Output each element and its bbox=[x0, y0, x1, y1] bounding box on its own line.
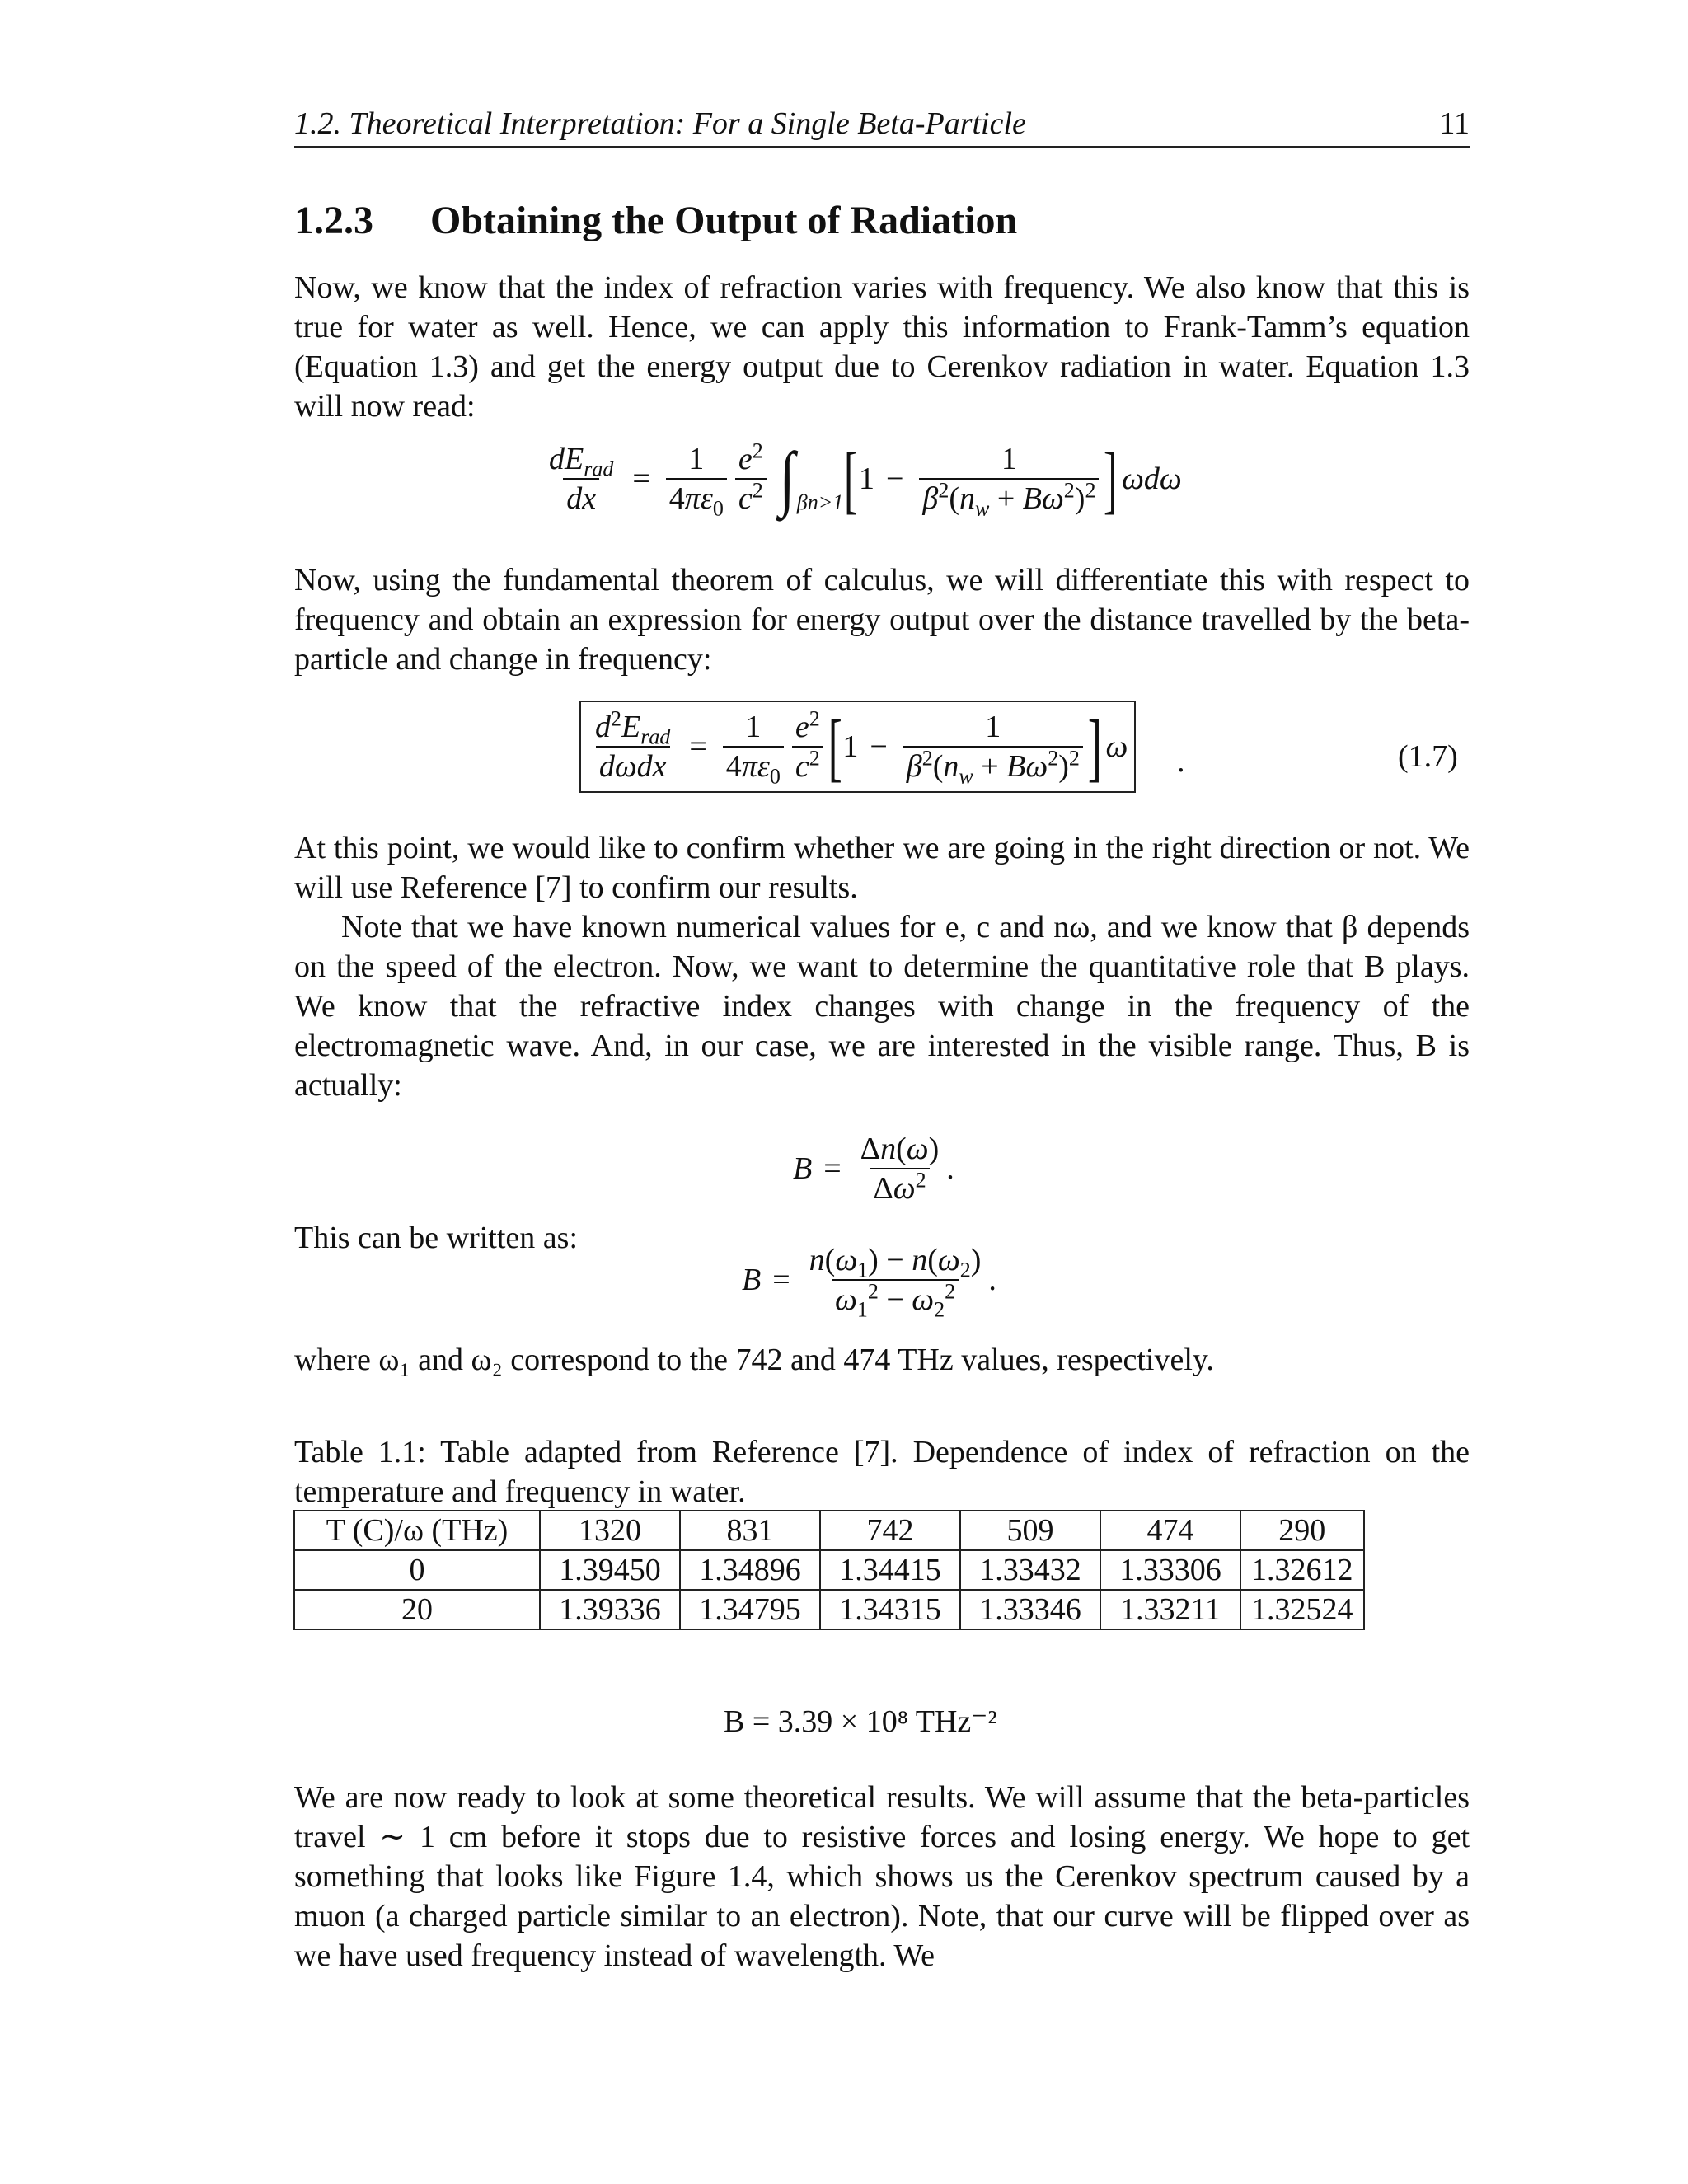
table-cell: 1.33306 bbox=[1100, 1550, 1240, 1590]
paragraph-theoretical-results: We are now ready to look at some theoretical results. We will assume that the beta-particles travel ∼ 1 cm before it stops due to resistive forces and losing energy. We hope to get something that looks like Figure 1.4, which shows us the Cerenkov spectrum caused by a muon (a charged particle similar to an electron). Note, that our curve will be flipped over as we have used frequency instead of wavelength. We bbox=[294, 1780, 1470, 1973]
equation-b-result: B = 3.39 × 10⁸ THz⁻² bbox=[724, 1704, 997, 1739]
paragraph-intro: Now, we know that the index of refraction varies with frequency. We also know that this is true for water as well. Hence, we can apply this information to Frank-Tamm’s equation (Equation 1.3) and get the energy output due to Cerenkov radiation in water. Equation 1.3 will now read: bbox=[294, 270, 1470, 424]
page-number: 11 bbox=[1439, 106, 1470, 141]
table-header-cell: 742 bbox=[820, 1511, 960, 1550]
paragraph-b-role: Note that we have known numerical values for e, c and nω, and we know that β depends on the speed of the electron. Now, we want to determine the quantitative role that B plays. We know that the refractive index changes with change in the frequency of the electromagnetic wave. And, in our case, we are interested in the visible range. Thus, B is actually: bbox=[294, 910, 1470, 1103]
equation-b-definition: B = $\frac{\Delta n(\omega)}{\Delta\omega^2}$ . bbox=[793, 1132, 954, 1206]
running-title: 1.2. Theoretical Interpretation: For a Single Beta-Particle bbox=[294, 106, 1026, 141]
equation-b-difference: B = $\frac{n(\omega_1) - n(\omega_2)}{\omega_1^2 - \omega_2^2}$ . bbox=[742, 1243, 996, 1322]
table-cell: 0 bbox=[294, 1550, 540, 1590]
table-cell: 1.34415 bbox=[820, 1550, 960, 1590]
table-cell: 1.39336 bbox=[540, 1590, 680, 1629]
section-heading bbox=[294, 198, 1017, 243]
paragraph-differentiate: Now, using the fundamental theorem of calculus, we will differentiate this with respect to frequency and obtain an expression for energy output over the distance travelled by the beta-particle and change in frequency: bbox=[294, 563, 1470, 677]
equation-number: (1.7) bbox=[1398, 739, 1458, 774]
section-number: 1.2.3 bbox=[294, 199, 373, 242]
running-header bbox=[294, 105, 1470, 148]
table-header-cell: 831 bbox=[680, 1511, 820, 1550]
refraction-index-table bbox=[293, 1510, 1365, 1630]
equation-frank-tamm-integral: $\frac{dE_{rad}}{dx}$ = $\frac{1}{4\pi\varepsilon_0}$ $\frac{e^2}{c^2}$ ∫ βn>1 [ 1 − $\frac{1}{\beta^2(n_w + B\omega^2)^2}$ ] ωdω bbox=[549, 437, 1182, 521]
table-cell: 1.39450 bbox=[540, 1550, 680, 1590]
table-header-cell: 290 bbox=[1240, 1511, 1364, 1550]
table-header-cell: 1320 bbox=[540, 1511, 680, 1550]
section-title: Obtaining the Output of Radiation bbox=[430, 199, 1018, 242]
table-header-cell: T (C)/ω (THz) bbox=[294, 1511, 540, 1550]
table-cell: 1.33211 bbox=[1100, 1590, 1240, 1629]
table-row bbox=[294, 1550, 1364, 1590]
table-header-row bbox=[294, 1511, 1364, 1550]
table-cell: 1.34315 bbox=[820, 1590, 960, 1629]
paragraph-omega-values: where ω₁ and ω₂ correspond to the 742 and 474 THz values, respectively. bbox=[294, 1343, 1214, 1377]
table-cell: 20 bbox=[294, 1590, 540, 1629]
table-cell: 1.32612 bbox=[1240, 1550, 1364, 1590]
table-cell: 1.34896 bbox=[680, 1550, 820, 1590]
table-header-cell: 474 bbox=[1100, 1511, 1240, 1550]
table-cell: 1.33346 bbox=[960, 1590, 1100, 1629]
table-cell: 1.33432 bbox=[960, 1550, 1100, 1590]
table-row bbox=[294, 1590, 1364, 1629]
table-caption: Table 1.1: Table adapted from Reference [7]. Dependence of index of refraction on the temperature and frequency in water. bbox=[294, 1435, 1470, 1509]
table-cell: 1.32524 bbox=[1240, 1590, 1364, 1629]
table-header-cell: 509 bbox=[960, 1511, 1100, 1550]
paragraph-written-as: This can be written as: bbox=[294, 1221, 579, 1255]
equation-period: . bbox=[1177, 744, 1185, 779]
paragraph-confirm: At this point, we would like to confirm whether we are going in the right direction or not. We will use Reference [7] to confirm our results. bbox=[294, 831, 1470, 905]
table-cell: 1.34795 bbox=[680, 1590, 820, 1629]
equation-1-7-boxed: $\frac{d^2E_{rad}}{\text{dωdx}}$ = $\frac{1}{4\pi\varepsilon_0}$ $\frac{e^2}{c^2}$ [ 1 − $\frac{1}{\beta^2(n_w + B\omega^2)^2}$ ] ω bbox=[579, 701, 1136, 793]
